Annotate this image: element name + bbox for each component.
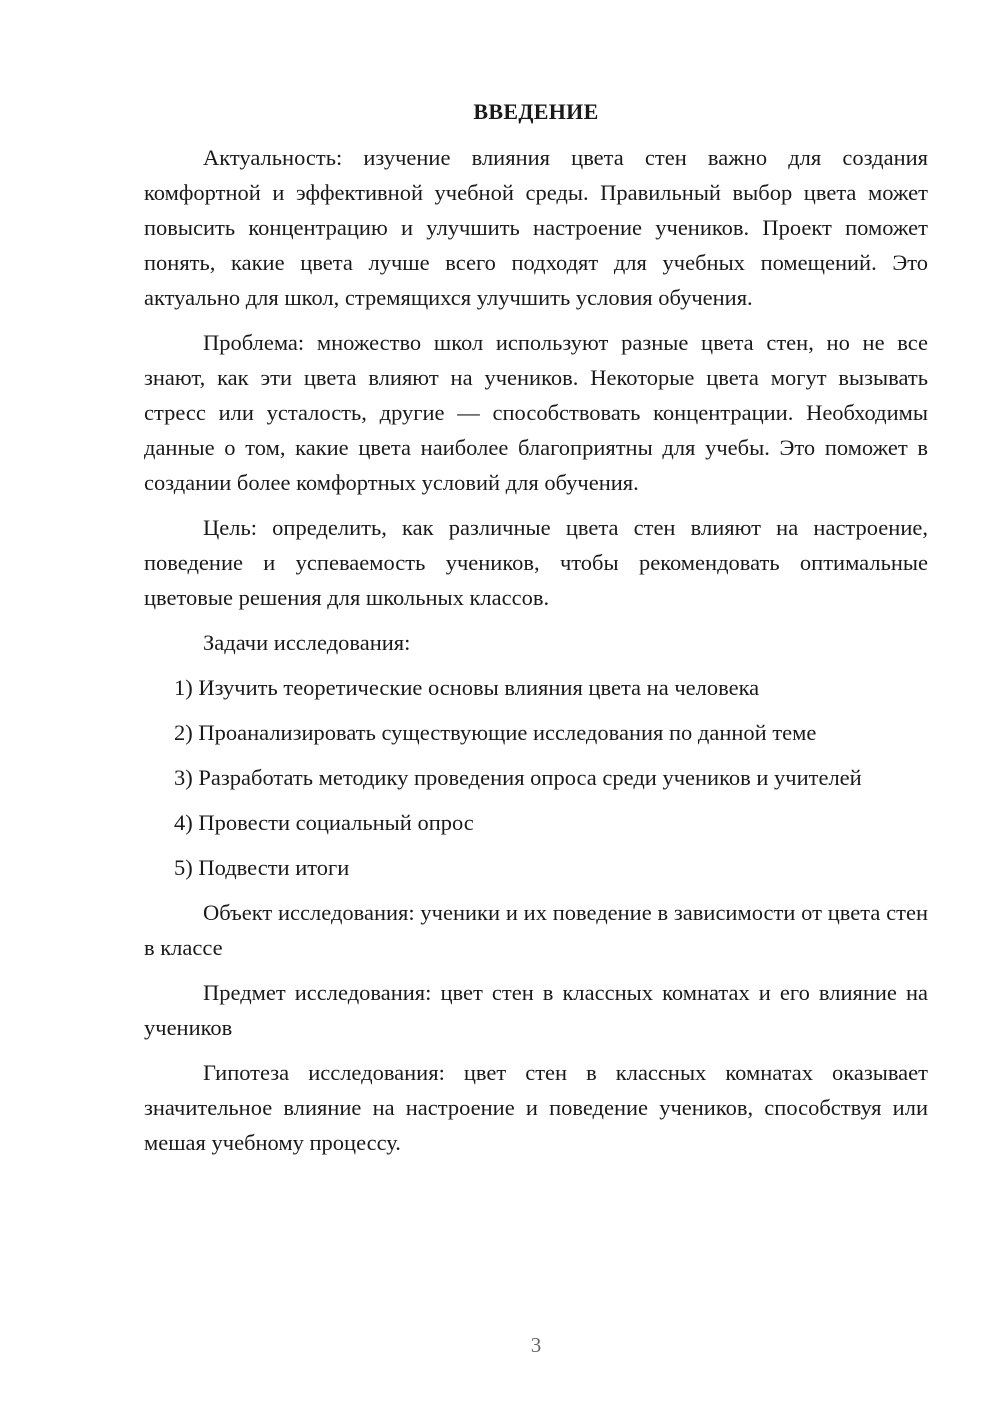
relevance-paragraph: Актуальность: изучение влияния цвета стен важно для создания комфортной и эффективной учебной среды. Правильный выбор цвета может повысить концентрацию и улучшить настроение учеников. Проект поможет понять, какие цвета лучше всего подходят для учебных помещений. Это актуально для школ, стремящихся улучшить условия обучения.	[144, 145, 928, 310]
task-item-4: 4) Провести социальный опрос	[174, 810, 474, 835]
goal-paragraph: Цель: определить, как различные цвета стен влияют на настроение, поведение и успеваемость учеников, чтобы рекомендовать оптимальные цветовые решения для школьных классов.	[144, 515, 928, 610]
hypothesis-paragraph: Гипотеза исследования: цвет стен в классных комнатах оказывает значительное влияние на настроение и поведение учеников, способствуя или мешая учебному процессу.	[144, 1060, 928, 1155]
task-item-2: 2) Проанализировать существующие исследования по данной теме	[174, 720, 817, 745]
page-content	[144, 94, 928, 1170]
tasks-intro: Задачи исследования:	[203, 630, 411, 655]
object-paragraph: Объект исследования: ученики и их поведение в зависимости от цвета стен в классе	[144, 900, 928, 960]
section-heading: ВВЕДЕНИЕ	[473, 99, 599, 124]
task-item-5: 5) Подвести итоги	[174, 855, 350, 880]
task-item-1: 1) Изучить теоретические основы влияния цвета на человека	[174, 675, 760, 700]
task-item-3: 3) Разработать методику проведения опроса среди учеников и учителей	[174, 765, 862, 790]
problem-paragraph: Проблема: множество школ используют разные цвета стен, но не все знают, как эти цвета влияют на учеников. Некоторые цвета могут вызывать стресс или усталость, другие — способствовать концентрации. Необходимы данные о том, какие цвета наиболее благоприятны для учебы. Это поможет в создании более комфортных условий для обучения.	[144, 330, 928, 495]
page-number: 3	[530, 1333, 542, 1357]
subject-paragraph: Предмет исследования: цвет стен в классных комнатах и его влияние на учеников	[144, 980, 928, 1040]
